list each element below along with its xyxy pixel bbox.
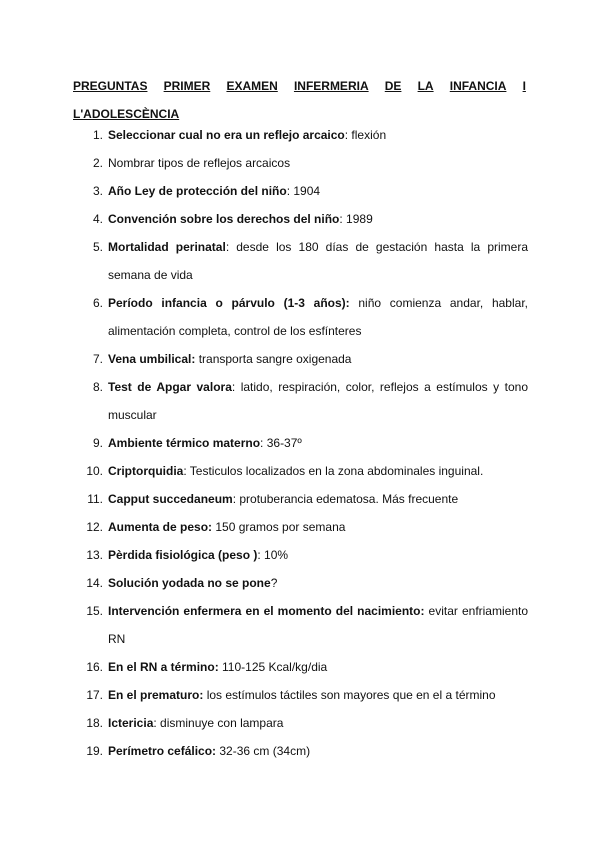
item-text: 32-36 cm (34cm) [216,744,311,758]
item-text: Nombrar tipos de reflejos arcaicos [108,156,291,170]
item-label: Criptorquidia [108,464,184,478]
list-item [73,737,528,765]
item-text: evitar enfriamiento RN [108,604,528,646]
item-label: Ambiente térmico materno [108,436,261,450]
item-number: 8. [92,380,103,394]
question-list [73,121,528,765]
item-text: : protuberancia edematosa. Más frecuente [232,492,459,506]
list-item [73,429,528,457]
list-item [73,289,528,345]
item-number: 18. [86,716,103,730]
title-word: EXAMEN [226,79,278,93]
list-item [73,457,528,485]
item-text: : Testiculos localizados en la zona abdominales inguinal. [183,464,484,478]
list-item [73,233,528,289]
item-text: los estímulos táctiles son mayores que en el a término [203,688,496,702]
item-label: Test de Apgar valora [108,380,232,394]
item-number: 17. [86,688,103,702]
list-item [73,709,528,737]
item-text: : 1904 [286,184,321,198]
list-item [73,569,528,597]
item-number: 1. [92,128,103,142]
item-text: 150 gramos por semana [212,520,346,534]
list-item [73,653,528,681]
list-item [73,121,528,149]
item-number: 7. [92,352,103,366]
item-text: : 10% [257,548,289,562]
item-text: niño comienza andar, hablar, alimentación completa, control de los esfínteres [108,296,528,338]
item-label: Vena umbilical: [108,352,196,366]
item-number: 9. [92,436,103,450]
item-number: 11. [87,492,103,506]
item-label: Perímetro cefálico: [108,744,217,758]
item-number: 5. [92,240,103,254]
list-item [73,681,528,709]
list-item [73,177,528,205]
item-text: : flexión [344,128,387,142]
item-label: Período infancia o párvulo (1-3 años): [108,296,350,310]
item-label: Seleccionar cual no era un reflejo arcaico [108,128,345,142]
item-number: 4. [92,212,103,226]
item-text: : desde los 180 días de gestación hasta la primera semana de vida [108,240,528,282]
item-text: : 1989 [339,212,373,226]
item-number: 15. [86,604,103,618]
list-item [73,373,528,429]
item-number: 6. [92,296,103,310]
item-number: 14. [86,576,103,590]
list-item [73,485,528,513]
title-word: INFERMERIA [293,79,369,93]
item-text: : latido, respiración, color, reflejos a estímulos y tono muscular [108,380,528,422]
item-text: : 36-37º [260,436,302,450]
item-label: Convención sobre los derechos del niño [108,212,340,226]
item-number: 16. [86,660,103,674]
item-number: 2. [92,156,103,170]
item-label: Solución yodada no se pone [108,576,271,590]
title-word: INFANCIA [449,79,507,93]
item-label: Intervención enfermera en el momento del nacimiento: [108,604,425,618]
list-item [73,205,528,233]
item-text: ? [270,576,278,590]
item-label: Aumenta de peso: [108,520,213,534]
title-word: DE [384,79,402,93]
item-number: 10. [86,464,103,478]
title-line-2: L'ADOLESCÈNCIA [73,107,180,121]
item-label: Pèrdida fisiológica (peso ) [108,548,258,562]
title-word: I [522,79,526,93]
list-item [73,149,528,177]
item-label: En el RN a término: [108,660,219,674]
list-item [73,541,528,569]
title-word: LA [417,79,434,93]
item-number: 3. [92,184,103,198]
item-label: Ictericia [108,716,154,730]
item-label: Año Ley de protección del niño [108,184,287,198]
item-label: En el prematuro: [108,688,204,702]
list-item [73,345,528,373]
list-item [73,513,528,541]
item-number: 19. [86,744,103,758]
item-text: transporta sangre oxigenada [195,352,352,366]
title-word: PRIMER [163,79,211,93]
item-text: 110-125 Kcal/kg/dia [218,660,328,674]
title-line-1 [73,72,526,100]
document-title [73,72,526,128]
item-number: 12. [86,520,103,534]
title-word: PREGUNTAS [73,79,148,93]
item-text: : disminuye con lampara [153,716,284,730]
list-item [73,597,528,653]
item-number: 13. [86,548,103,562]
item-label: Capput succedaneum [108,492,233,506]
item-label: Mortalidad perinatal [108,240,226,254]
